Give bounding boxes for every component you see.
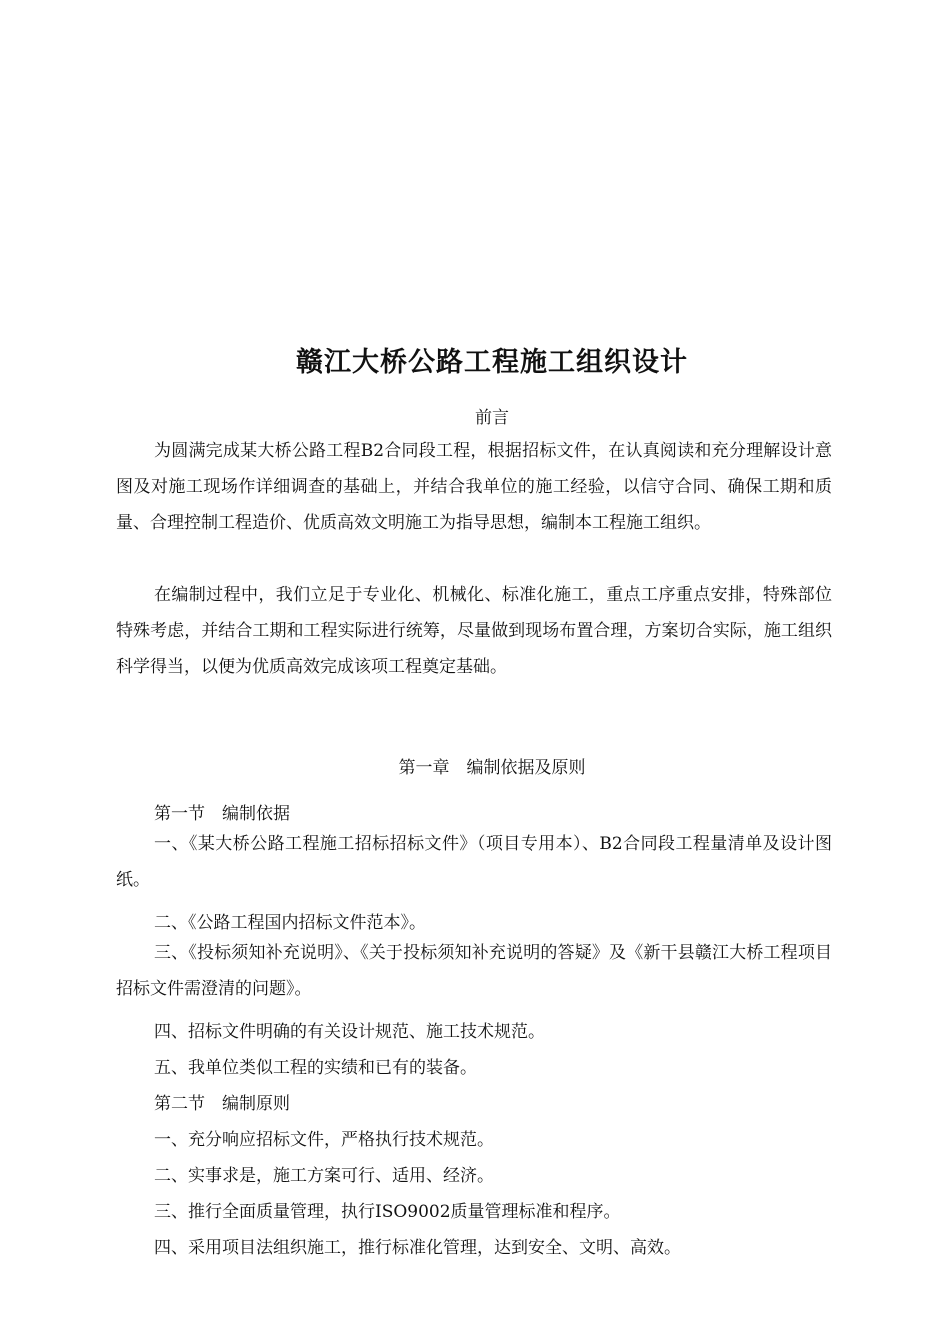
principle-item-3: 三、推行全面质量管理，执行ISO9002质量管理标准和程序。 (154, 1202, 621, 1222)
paragraph-text: 为圆满完成某大桥公路工程B2合同段工程，根据招标文件，在认真阅读和充分理解设计意图及对施工现场作详细调查的基础上，并结合我单位的施工经验，以信守合同、确保工期和质量、合理控制工程造价、优质高效文明施工为指导思想，编制本工程施工组织。 (116, 441, 832, 533)
principle-item-1: 一、充分响应招标文件，严格执行技术规范。 (154, 1130, 494, 1150)
list-item: 三、《投标须知补充说明》、《关于投标须知补充说明的答疑》及《新干县赣江大桥工程项目招标文件需澄清的问题》。 (116, 943, 832, 999)
document-title: 赣江大桥公路工程施工组织设计 (296, 347, 688, 378)
basis-item-3 (116, 935, 832, 1007)
preface-paragraph-2 (116, 577, 832, 685)
basis-item-4: 四、招标文件明确的有关设计规范、施工技术规范。 (154, 1022, 545, 1042)
section-heading-basis: 第一节 编制依据 (154, 804, 290, 824)
basis-item-2: 二、《公路工程国内招标文件范本》。 (154, 913, 426, 933)
paragraph-text: 在编制过程中，我们立足于专业化、机械化、标准化施工，重点工序重点安排，特殊部位特殊考虑，并结合工期和工程实际进行统筹，尽量做到现场布置合理，方案切合实际，施工组织科学得当，以便为优质高效完成该项工程奠定基础。 (116, 585, 832, 677)
preface-heading: 前言 (475, 408, 509, 428)
preface-paragraph-1 (116, 433, 832, 541)
basis-item-1 (116, 826, 832, 898)
section-heading-principles: 第二节 编制原则 (154, 1094, 290, 1114)
list-item: 一、《某大桥公路工程施工招标招标文件》（项目专用本）、B2合同段工程量清单及设计图纸。 (116, 834, 832, 890)
basis-item-5: 五、我单位类似工程的实绩和已有的装备。 (154, 1058, 477, 1078)
chapter-heading: 第一章 编制依据及原则 (398, 758, 586, 778)
principle-item-2: 二、实事求是，施工方案可行、适用、经济。 (154, 1166, 494, 1186)
principle-item-4: 四、采用项目法组织施工，推行标准化管理，达到安全、文明、高效。 (154, 1238, 681, 1258)
